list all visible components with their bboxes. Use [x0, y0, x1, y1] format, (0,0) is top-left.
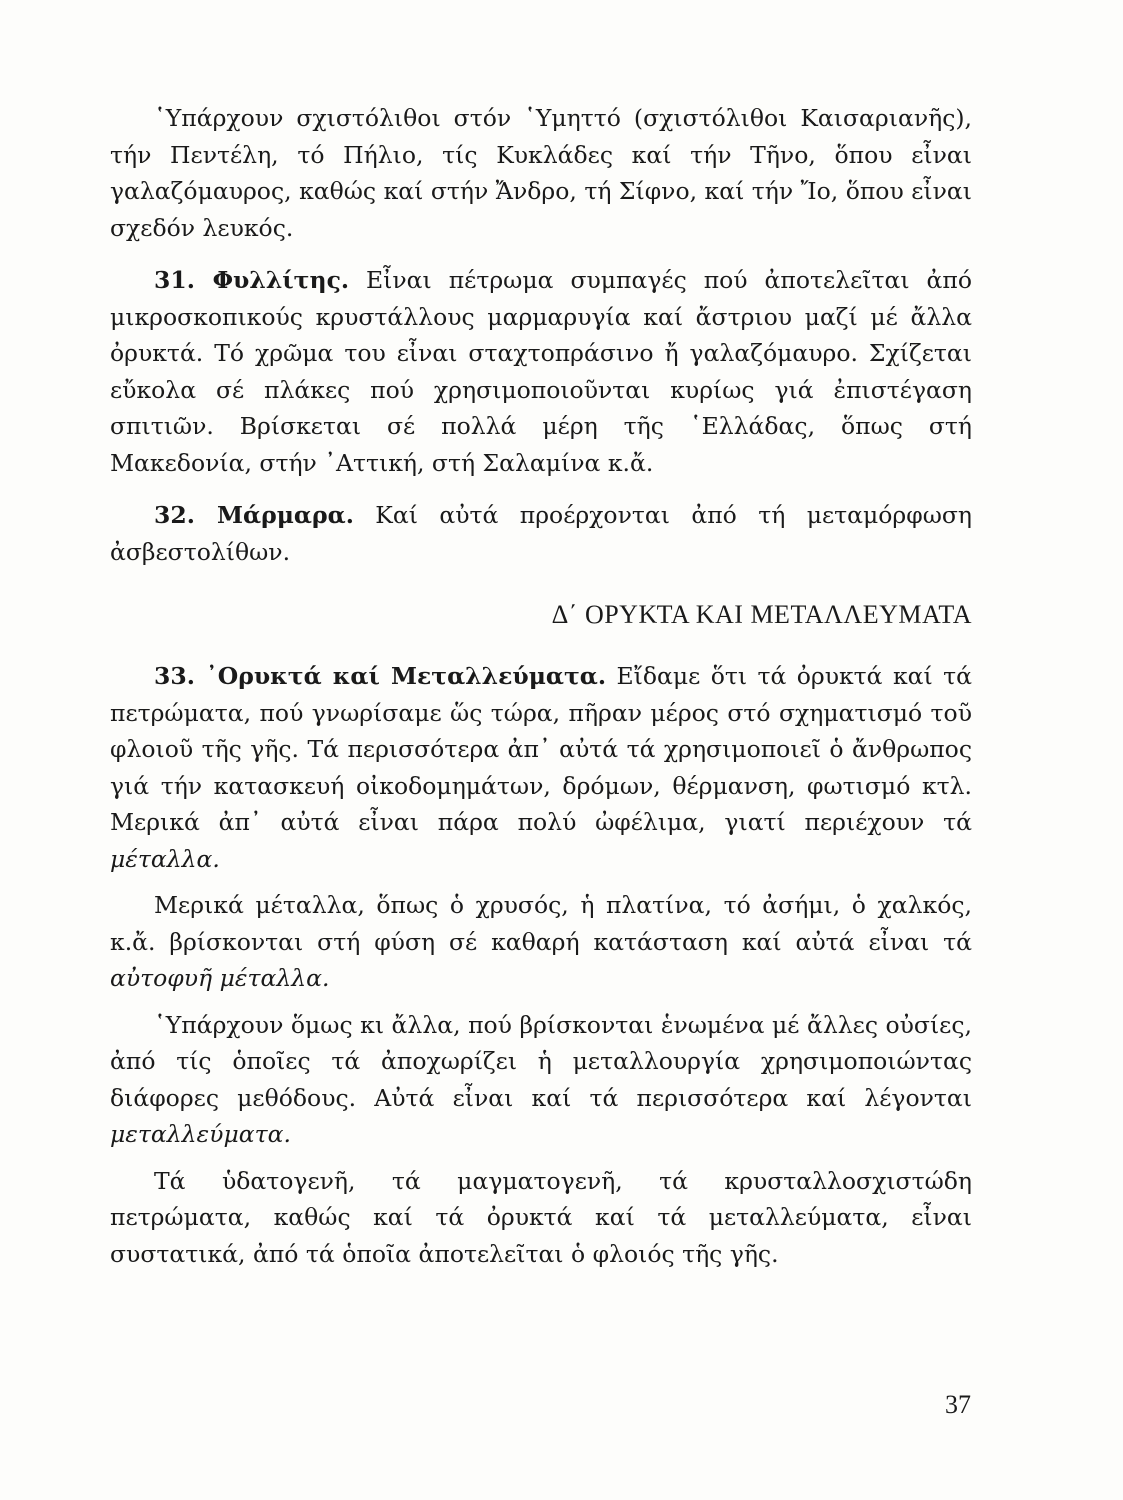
- section-33-paragraph: [110, 658, 972, 877]
- section-33-text: Εἴδαμε ὅτι τά ὀρυκτά καί τά πετρώματα, πού γνωρίσαμε ὥς τώρα, πῆραν μέρος στό σχηματισμό τοῦ φλοιοῦ τῆς γῆς. Τά περισσότερα ἀπ᾿ αὐτά τά χρησιμοποιεῖ ὁ ἄνθρωπος γιά τήν κατασκευή οἰκοδομημάτων, δρόμων, θέρμανση, φωτισμό κτλ. Μερικά ἀπ᾿ αὐτά εἶναι πάρα πολύ ὠφέλιμα, γιατί περιέχουν τά: [110, 662, 972, 836]
- section-31-paragraph: [110, 262, 972, 481]
- section-heading: Δ΄ ΟΡΥΚΤΑ ΚΑΙ ΜΕΤΑΛΛΕΥΜΑΤΑ: [551, 600, 972, 629]
- section-31-text: Εἶναι πέτρωμα συμπαγές πού ἀποτελεῖται ἀπό μικροσκοπικούς κρυστάλλους μαρμαρυγία καί ἄστριου μαζί μέ ἄλλα ὀρυκτά. Τό χρῶμα του εἶναι σταχτοπράσινο ἤ γαλαζόμαυρο. Σχίζεται εὔκολα σέ πλάκες πού χρησιμοποιοῦνται κυρίως γιά ἐπιστέγαση σπιτιῶν. Βρίσκεται σέ πολλά μέρη τῆς ῾Ελλάδας, ὅπως στή Μακεδονία, στήν ᾿Αττική, στή Σαλαμίνα κ.ἄ.: [110, 266, 972, 477]
- metals-paragraph: [110, 887, 972, 997]
- intro-paragraph: [110, 100, 972, 246]
- ores-emphasis: μεταλλεύματα.: [110, 1120, 291, 1148]
- ores-paragraph: [110, 1007, 972, 1153]
- section-33-term: 33. ᾿Ορυκτά καί Μεταλλεύματα.: [154, 662, 607, 690]
- page-number: 37: [945, 1390, 971, 1419]
- ores-text: ῾Υπάρχουν ὅμως κι ἄλλα, πού βρίσκονται ἑνωμένα μέ ἄλλες οὐσίες, ἀπό τίς ὁποῖες τά ἀποχωρίζει ἡ μεταλλουργία χρησιμοποιώντας διάφορες μεθόδους. Αὐτά εἶναι καί τά περισσότερα καί λέγονται: [110, 1010, 972, 1112]
- section-31-term: 31. Φυλλίτης.: [154, 266, 350, 294]
- section-32-text: Καί αὐτά προέρχονται ἀπό τή μεταμόρφωση ἀσβεστολίθων.: [110, 501, 972, 566]
- section-32-term: 32. Μάρμαρα.: [154, 501, 354, 529]
- intro-text: ῾Υπάρχουν σχιστόλιθοι στόν ῾Υμηττό (σχιστόλιθοι Καισαριανῆς), τήν Πεντέλη, τό Πήλιο, τίς Κυκλάδες καί τήν Τῆνο, ὅπου εἶναι γαλαζόμαυρος, καθώς καί στήν Ἄνδρο, τή Σίφνο, καί τήν Ἴο, ὅπου εἶναι σχεδόν λευκός.: [110, 104, 972, 242]
- metals-emphasis: αὐτοφυῆ μέταλλα.: [110, 964, 330, 992]
- page-content: [110, 100, 972, 1272]
- metals-text: Μερικά μέταλλα, ὅπως ὁ χρυσός, ἡ πλατίνα, τό ἀσήμι, ὁ χαλκός, κ.ἄ. βρίσκονται στή φύση σέ καθαρή κατάσταση καί αὐτά εἶναι τά: [110, 891, 972, 956]
- section-33-emphasis: μέταλλα.: [110, 844, 220, 873]
- final-text: Τά ὑδατογενῆ, τά μαγματογενῆ, τά κρυσταλλοσχιστώδη πετρώματα, καθώς καί τά ὀρυκτά καί τά μεταλλεύματα, εἶναι συστατικά, ἀπό τά ὁποῖα ἀποτελεῖται ὁ φλοιός τῆς γῆς.: [110, 1166, 972, 1268]
- section-32-paragraph: [110, 497, 972, 570]
- final-paragraph: [110, 1163, 972, 1273]
